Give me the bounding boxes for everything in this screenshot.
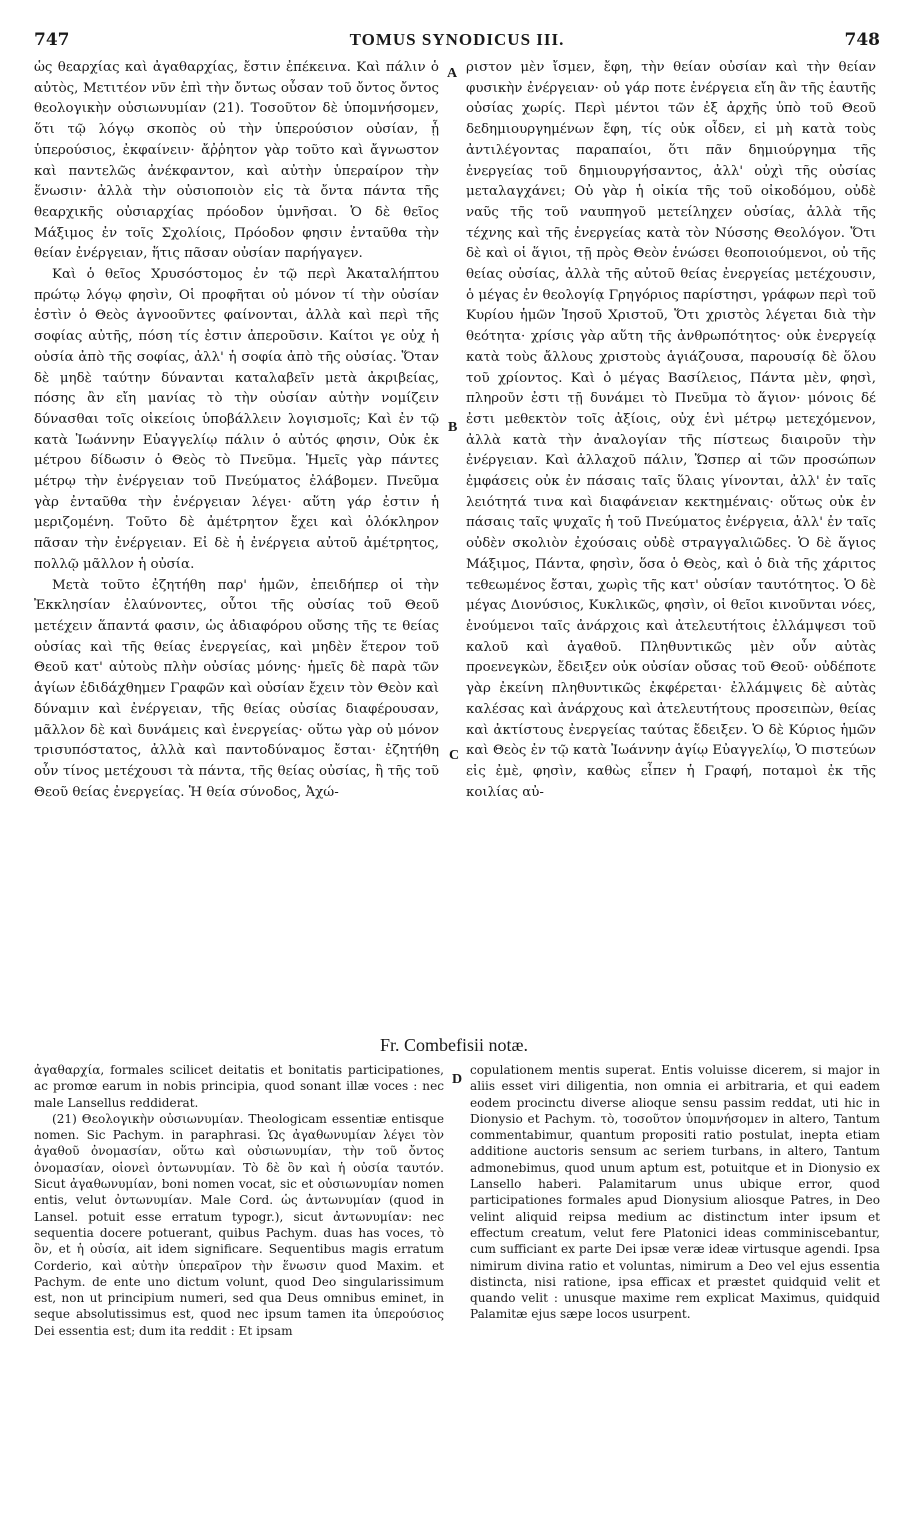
note-paragraph: ἀγαθαρχία, formales scilicet deitatis et bonitatis participationes, ac promœ earum in nobis principia, quod sonant illæ voces : nec male Lansellus reddiderat. [34, 1063, 444, 1110]
note-paragraph: copulationem mentis superat. Entis voluisse dicerem, si major in aliis esset viri diligentia, non omnia ei arbitraria, et qui eadem eodem procinctu diverse alioque sensu passim reddat, uti hic in Dionysio et Pachym. τὸ, τοσοῦτον ὑπομνήσομεν in altero, Tantum commentabimur, quantum propositi ratio postulat, inepta etiam additione auctoris sensum ac seriem turbans, in altero, Tantum admonebimus, quod unum aptum est, potuitque et in Dionysio ex Lansello haberi. Palamitarum unus ubique error, quod participationes formales apud Dionysium aliosque Patres, in Deo velint aliquid reipsa medium ac distinctum inter ipsum et effectum creatum, velut fere Platonici ideas comminiscebantur, cum sufficiant ex parte Dei ipsæ veræ ideæ virtusque agendi. Ipsa nimirum divina ratio et voluntas, nimirum a Deo vel ejus essentia distincta, nisi ratione, ipsa efficax et præstet quidquid velit et quando velit : unusque maxime rem explicat Maximus, quidquid Palamitæ ejus sæpe locos usurpent. [470, 1063, 880, 1322]
note-paragraph: (21) Θεολογικὴν οὐσιωνυμίαν. Theologicam essentiæ entisque nomen. Sic Pachym. in paraphrasi. Ὡς ἀγαθωνυμίαν λέγει τὸν ἀγαθοῦ ὀνομασίαν, οὕτω καὶ οὐσιωνυμίαν, τὴν τοῦ ὄντος ὀνομασίαν, οἱονεὶ ὀντωνυμίαν. Τὸ δὲ ὂν καὶ ἡ οὐσία ταυτόν. Sicut ἀγαθωνυμίαν, boni nomen vocat, sic et οὐσιωνυμίαν nomen entis, velut ὀντωνυμίαν. Male Cord. ὡς ἀντωνυμίαν (quod in Lansel. potuit esse erratum typogr.), sicut ἀντωνυμίαν: nec sequentia docere potuerant, quibus Pachym. duas has voces, τὸ ὂν, et ἡ οὐσία, ait idem significare. Sequentibus magis erratum Corderio, καὶ αὐτὴν ὑπεραῖρον τὴν ἕνωσιν quod Maxim. et Pachym. de ente uno dictum volunt, quod Deo singularissimum est, non ut principium numeri, sed qua Deus omnibus eminet, in seque absolutissimus est, quod nec ipsum tamen ita ὑπερούσιος Dei essentia est; dum ita reddit : Et ipsam [34, 1111, 444, 1338]
notes-column-right [470, 1062, 880, 1502]
notes-heading: Fr. Combefisii notæ. [379, 1035, 529, 1055]
notes-column-left [34, 1062, 444, 1502]
running-header [34, 30, 880, 54]
paragraph: Καὶ ὁ θεῖος Χρυσόστομος ἐν τῷ περὶ Ἀκαταλήπτου πρώτῳ λόγῳ φησὶν, Οἱ προφῆται οὐ μόνον τί τὴν οὐσίαν ἐστὶν ὁ Θεὸς ἀγνοοῦντες φαίνονται, ἀλλὰ καὶ περὶ τῆς σοφίας αὐτῆς, πόση τίς ἐστιν ἀπεροῦσιν. Καίτοι γε οὐχ ἡ οὐσία ἀπὸ τῆς σοφίας, ἀλλ' ἡ σοφία ἀπὸ τῆς οὐσίας. Ὅταν δὲ μηδὲ ταύτην δύνανται καταλαβεῖν μετὰ ἀκριβείας, πόσης ἂν εἴη μανίας τὸ τὴν οὐσίαν αὐτὴν νομίζειν δύνασθαι τοῖς οἰκείοις ὑποβάλλειν λογισμοῖς; Καὶ ἐν τῷ κατὰ Ἰωάννην Εὐαγγελίῳ πάλιν ὁ αὐτός φησιν, Οὐκ ἐκ μέτρου δίδωσιν ὁ Θεὸς τὸ Πνεῦμα. Ἡμεῖς γὰρ πάντες μέτρῳ τὴν ἐνέργειαν τοῦ Πνεύματος ἐλάβομεν. Πνεῦμα γὰρ ἐνταῦθα τὴν ἐνέργειαν λέγει· αὕτη γάρ ἐστιν ἡ μεριζομένη. Τοῦτο δὲ ἀμέτρητον ἔχει καὶ ὁλόκληρον πᾶσαν τὴν ἐνέργειαν. Εἰ δὲ ἡ ἐνέργεια αὐτοῦ ἀμέτρητος, πολλῷ μᾶλλον ἡ οὐσία. [34, 267, 439, 572]
paragraph: ὡς θεαρχίας καὶ ἀγαθαρχίας, ἔστιν ἐπέκεινα. Καὶ πάλιν ὁ αὐτὸς, Μετιτέον νῦν ἐπὶ τὴν ὄντως οὖσαν τοῦ ὄντος ὄντος θεολογικὴν οὐσιωνυμίαν (21). Τοσοῦτον δὲ ὑπομνήσομεν, ὅτι τῷ λόγῳ σκοπὸς οὐ τὴν ὑπερούσιον οὐσίαν, ᾗ ὑπερούσιος, ἐκφαίνειν· ἄῤῥητον γὰρ τοῦτο καὶ ἄγνωστον καὶ παντελῶς ἀνέκφαντον, καὶ αὐτὴν ὑπεραίρον τὴν ἕνωσιν· ἀλλὰ τὴν οὐσιοποιὸν εἰς τὰ ὄντα πάντα τῆς θεαρχικῆς οὐσιαρχίας πρόοδον ὑμνῆσαι. Ὁ δὲ θεῖος Μάξιμος ἐν τοῖς Σχολίοις, Πρόοδον φησιν ἐνταῦθα τὴν θείαν ἐνέργειαν, ἥτις πᾶσαν οὐσίαν παρήγαγεν. [34, 60, 439, 262]
margin-letter-d: D [452, 1072, 463, 1087]
paragraph: ριστον μὲν ἴσμεν, ἔφη, τὴν θείαν οὐσίαν καὶ τὴν θείαν φυσικὴν ἐνέργειαν· οὐ γάρ ποτε ἐνέργεια εἴη ἂν τῆς ἑαυτῆς οὐσίας χωρίς. Περὶ μέντοι τῶν ἐξ ἀρχῆς ὑπὸ τοῦ Θεοῦ δεδημιουργημένων ἔφη, τίς οὐκ οἶδεν, εἰ μὴ κατὰ τοὺς ἀντιλέγοντας παραπαίοι, ὅτι πᾶν δημιούργημα τῆς ἐνεργείας τοῦ δημιουργήσαντος, ἀλλ' οὐχὶ τῆς οὐσίας μεταλαγχάνει; Οὐ γὰρ ἡ οἰκία τῆς τοῦ οἰκοδόμου, οὐδὲ ναῦς τῆς τοῦ ναυπηγοῦ μετείληχεν οὐσίας, ἀλλὰ τῆς τέχνης καὶ τῆς ἐνεργείας κατὰ τὸν Νύσσης Θεολόγον. Ὅτι δὲ καὶ οἱ ἅγιοι, τῇ πρὸς Θεὸν ἑνώσει θεοποιούμενοι, οὐ τῆς θείας οὐσίας, ἀλλὰ τῆς αὐτοῦ θείας ἐνεργείας μετέχουσιν, ὁ μέγας ἐν θεολογίᾳ Γρηγόριος παρίστησι, γράφων περὶ τοῦ Κυρίου ἡμῶν Ἰησοῦ Χριστοῦ, Ὅτι χριστὸς λέγεται διὰ τὴν θεότητα· χρίσις γὰρ αὕτη τῆς ἀνθρωπότητος· οὐκ ἐνεργείᾳ κατὰ τοὺς ἄλλους χριστοὺς ἁγιάζουσα, παρουσίᾳ δὲ ὅλου τοῦ χρίοντος. Καὶ ὁ μέγας Βασίλειος, Πάντα μὲν, φησὶ, πληροῦν ἐστι τῇ δυνάμει τὸ Πνεῦμα τὸ ἅγιον· μόνοις δέ ἐστι μεθεκτὸν τοῖς ἀξίοις, οὐχ ἑνὶ μέτρῳ μετεχόμενον, ἀλλὰ κατὰ τὴν ἀναλογίαν τῆς πίστεως διαιροῦν τὴν ἐνέργειαν. Καὶ ἀλλαχοῦ πάλιν, Ὥσπερ αἱ τῶν προσώπων ἐμφάσεις οὐκ ἐν πάσαις ταῖς ὕλαις γίνονται, ἀλλ' ἐν ταῖς λειότητά τινα καὶ διαφάνειαν κεκτημέναις· οὕτως οὐκ ἐν πάσαις ταῖς ψυχαῖς ἡ τοῦ Πνεύματος ἐνέργεια, ἀλλ' ἐν ταῖς οὐδὲν σκολιὸν ἐχούσαις οὐδὲ στραγγαλιῶδες. Ὁ δὲ ἅγιος Μάξιμος, Πάντα, φησὶν, ὅσα ὁ Θεὸς, καὶ ὁ διὰ τῆς χάριτος τεθεωμένος ἔσται, χωρὶς τῆς κατ' οὐσίαν ταυτότητος. Ὁ δὲ μέγας Διονύσιος, Κυκλικῶς, φησὶν, οἱ θεῖοι κινοῦνται νόες, ἑνούμενοι ταῖς ἀνάρχοις καὶ ἀτελευτήτοις ἐλλάμψεσι τοῦ καλοῦ καὶ ἀγαθοῦ. Πληθυντικῶς μὲν οὖν αὐτὰς προενεγκὼν, ἔδειξεν οὐκ οὐσίαν οὔσας τοῦ Θεοῦ· οὐδέποτε γὰρ ἐκείνη πληθυντικῶς ἐκφέρεται· ἐλλάμψεις δὲ αὐτὰς καλέσας καὶ ἀνάρχους καὶ ἀτελευτήτους προσειπὼν, θείας καὶ ἀκτίστους ἐνεργείας ταύτας ἔδειξεν. Ὁ δὲ Κύριος ἡμῶν καὶ Θεὸς ἐν τῷ κατὰ Ἰωάννην ἁγίῳ Εὐαγγελίῳ, Ὁ πιστεύων εἰς ἐμὲ, φησὶν, καθὼς εἶπεν ἡ Γραφή, ποταμοὶ ἐκ τῆς κοιλίας αὐ- [466, 60, 876, 800]
greek-text-column-right [466, 58, 876, 1010]
page-number-right: 748 [844, 30, 880, 50]
margin-letter-a: A [447, 66, 458, 81]
greek-text-column-left [34, 58, 439, 1010]
margin-letter-b: B [448, 420, 458, 435]
page-number-left: 747 [34, 30, 70, 50]
running-title: TOMUS SYNODICUS III. [349, 30, 565, 49]
paragraph: Μετὰ τοῦτο ἐζητήθη παρ' ἡμῶν, ἐπειδήπερ οἱ τὴν Ἐκκλησίαν ἐλαύνοντες, οὗτοι τῆς οὐσίας τοῦ Θεοῦ μετέχειν ἅπαντά φασιν, ὡς ἀδιαφόρου οὔσης τῆς τε θείας οὐσίας καὶ τῆς θείας ἐνεργείας, καὶ μηδὲν ἕτερον τοῦ Θεοῦ κατ' αὐτοὺς πλὴν οὐσίας μόνης· ἡμεῖς δὲ παρὰ τῶν ἁγίων ἐδιδάχθημεν Γραφῶν καὶ οὐσίαν ἔχειν τὸν Θεὸν καὶ δύναμιν καὶ ἐνέργειαν, τῆς θείας οὐσίας διαφέρουσαν, μᾶλλον δὲ καὶ δυνάμεις καὶ ἐνεργείας· οὕτω γὰρ οὐ μόνον τρισυπόστατος, ἀλλὰ καὶ παντοδύναμος ἔσται· ἐζητήθη οὖν τίνος μετέχουσι τὰ πάντα, τῆς θείας οὐσίας, ἢ τῆς τοῦ Θεοῦ θείας ἐνεργείας. Ἡ θεία σύνοδος, Ἀχώ- [34, 577, 439, 800]
margin-letter-c: C [449, 748, 460, 763]
